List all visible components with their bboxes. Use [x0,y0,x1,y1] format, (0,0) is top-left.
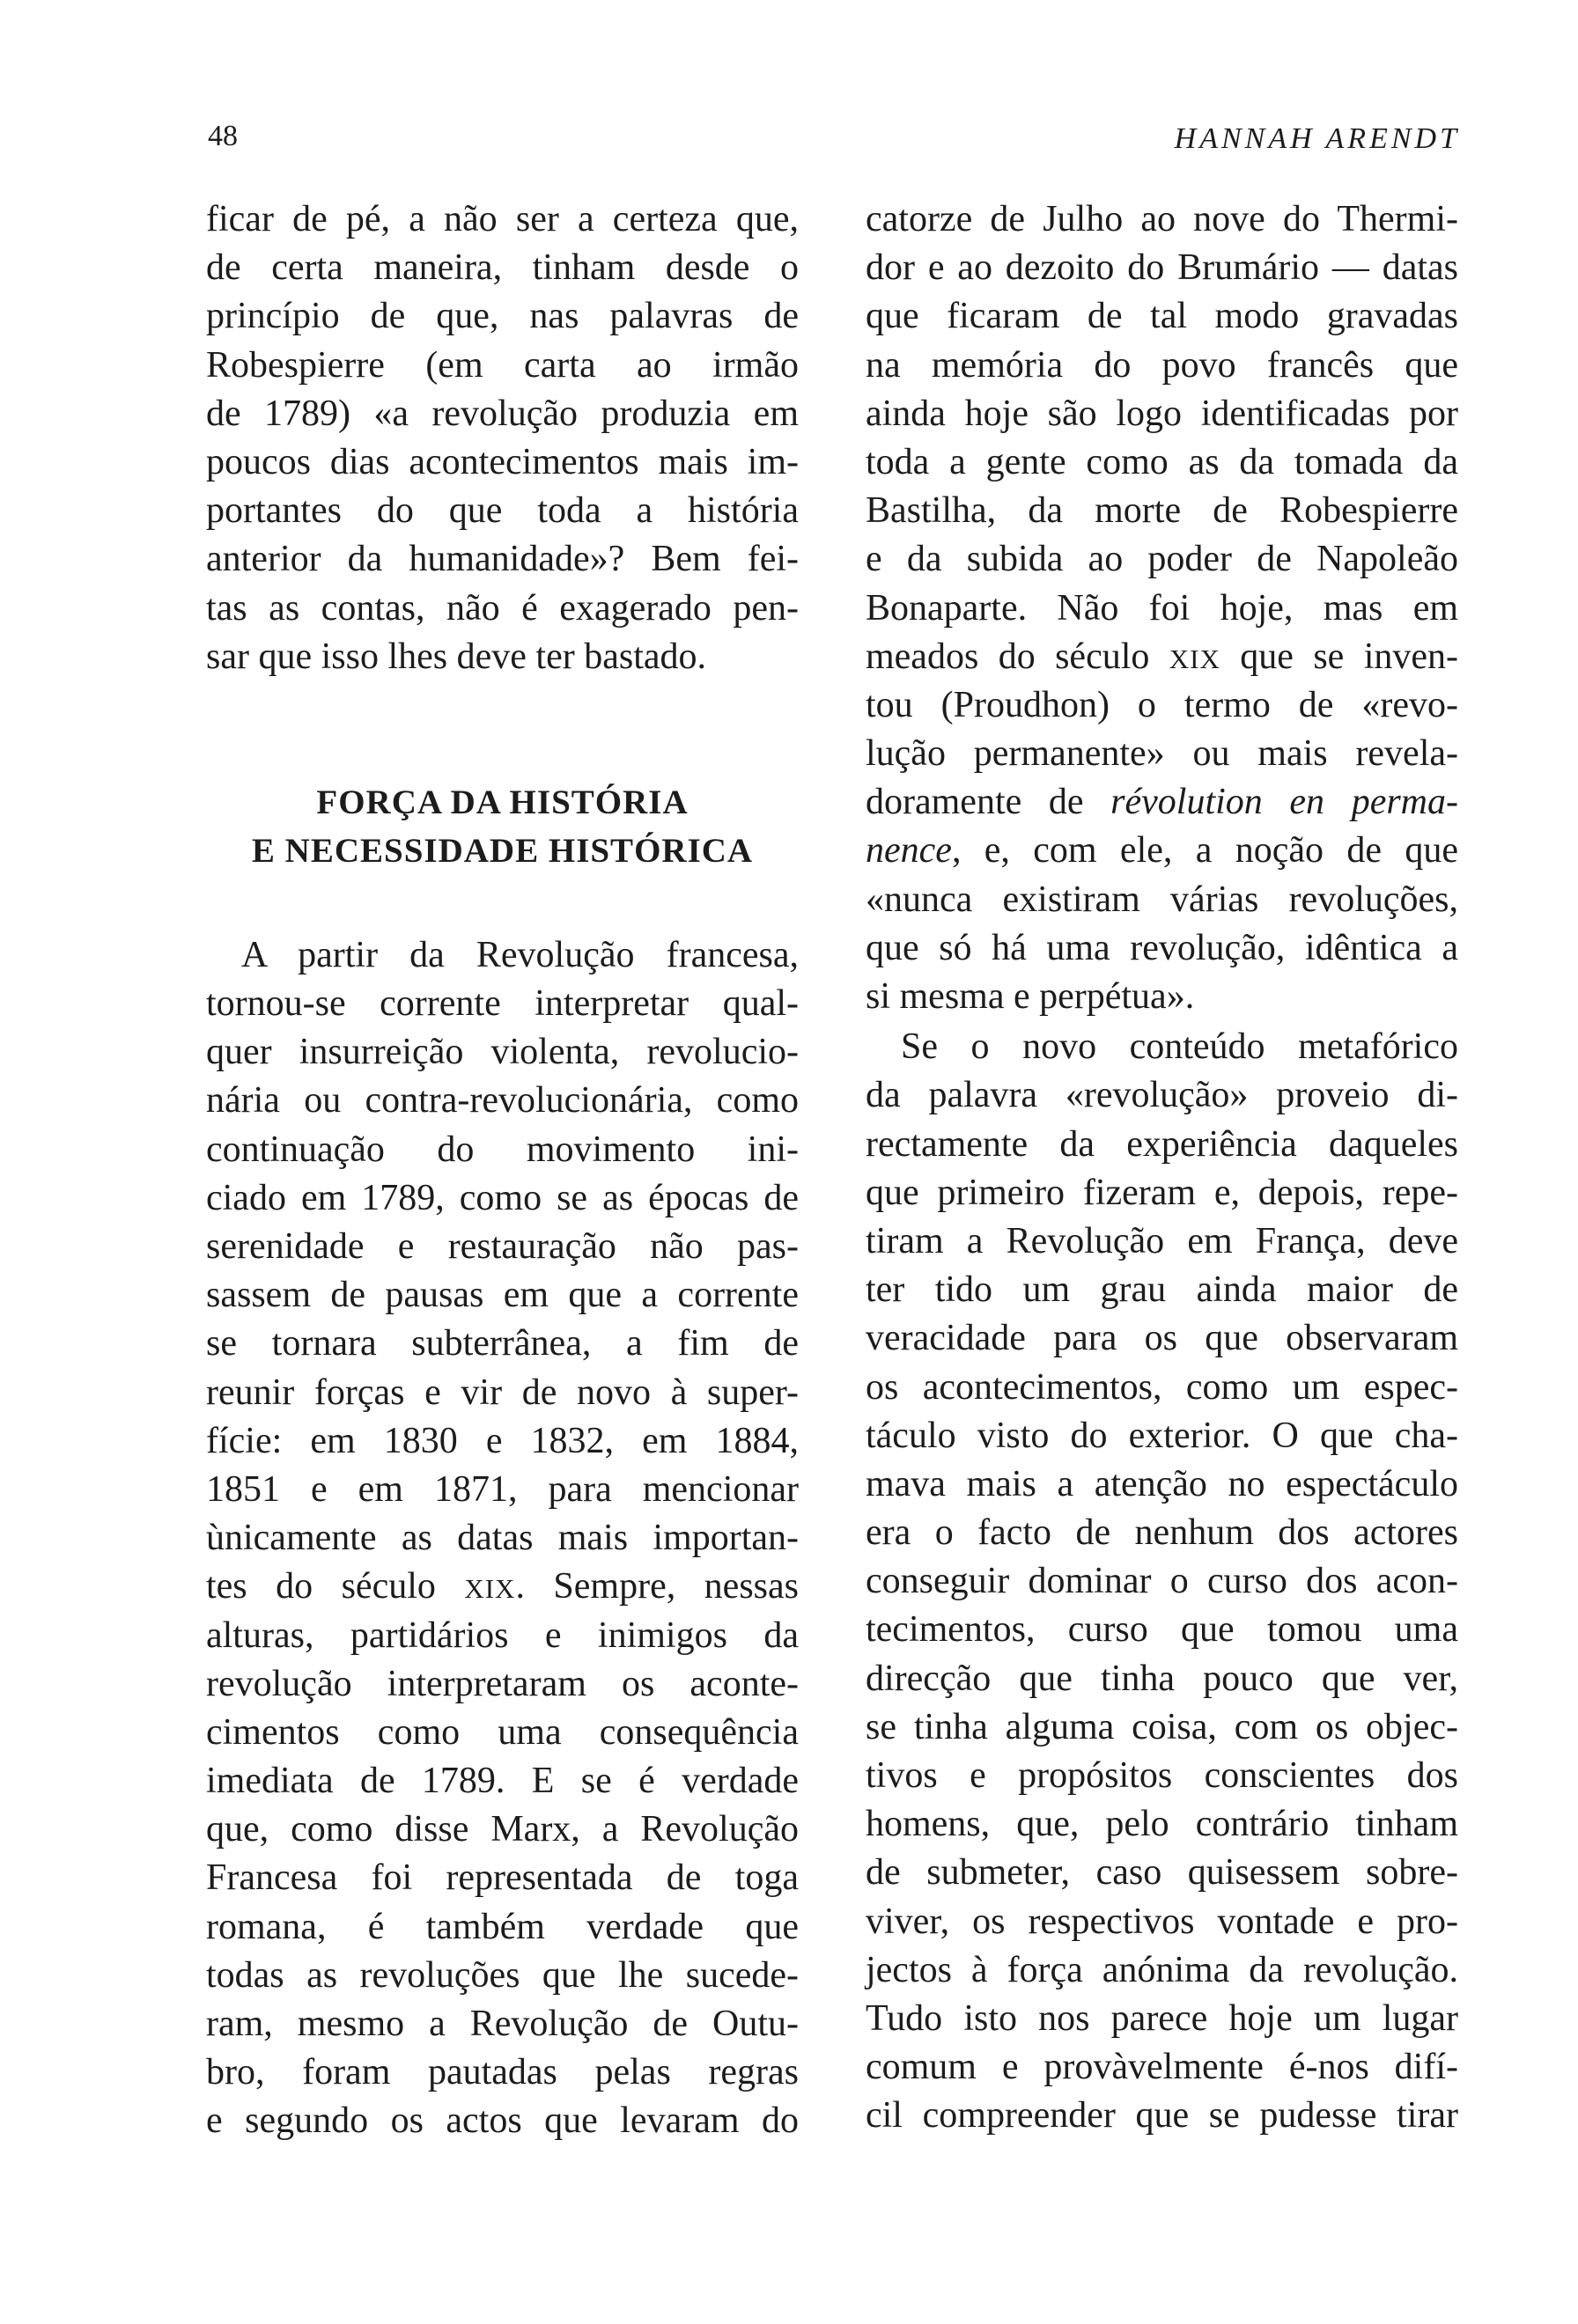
text-line: serenidade e restauração não pas- [206,1226,799,1267]
italic-phrase: révolution en perma- [1110,782,1458,823]
text-line: dor e ao dezoito do Brumário — datas [866,247,1458,289]
text-line: quer insurreição violenta, revolucio- [206,1032,799,1073]
text-line: que primeiro fizeram e, depois, repe- [866,1172,1458,1213]
text-line: bro, foram pautadas pelas regras [206,2052,799,2093]
text-line: da palavra «revolução» proveio di- [866,1075,1458,1116]
text-line [206,1563,799,1611]
text-line: se tinha alguma coisa, com os objec- [866,1706,1458,1747]
text-line: que só há uma revolução, idêntica a [866,927,1458,968]
text-run: tes do século [206,1566,465,1607]
text-line: táculo visto do exterior. O que cha- [866,1415,1458,1456]
text-line: comum e provàvelmente é-nos difí- [866,2047,1458,2088]
text-run: meados do século [866,636,1169,677]
text-line: cimentos como uma consequência [206,1711,799,1753]
text-line: revolução interpretaram os aconte- [206,1663,799,1704]
text-line: ùnicamente as datas mais importan- [206,1518,799,1559]
text-line: Bonaparte. Não foi hoje, mas em [866,587,1458,629]
text-line: que, como disse Marx, a Revolução [206,1809,799,1850]
text-run: , e, com ele, a noção de que [951,830,1458,872]
text-line: fície: em 1830 e 1832, em 1884, [206,1420,799,1461]
paragraph-continued [866,195,1458,1021]
text-line: ter tido um grau ainda maior de [866,1269,1458,1311]
text-line: romana, é também verdade que [206,1906,799,1947]
text-line: alturas, partidários e inimigos da [206,1614,799,1656]
text-line: tiram a Revolução em França, deve [866,1220,1458,1261]
running-header-title: HANNAH ARENDT [1174,122,1460,155]
text-line: Bastilha, da morte de Robespierre [866,490,1458,532]
paragraph [206,931,799,2146]
text-line: lução permanente» ou mais revela- [866,733,1458,775]
text-line: tornou-se corrente interpretar qual- [206,983,799,1025]
text-line: na memória do povo francês que [866,344,1458,386]
text-line: ficar de pé, a não ser a certeza que, [206,199,799,239]
section-heading-line: E NECESSIDADE HISTÓRICA [251,831,754,870]
text-line: direcção que tinha pouco que ver, [866,1658,1458,1699]
text-line: e segundo os actos que levaram do [206,2100,799,2142]
section-spacer [206,681,799,778]
paragraph [866,1023,1458,2140]
text-line: conseguir dominar o curso dos acon- [866,1561,1458,1602]
text-line: si mesma e perpétua». [866,976,1195,1017]
text-line: era o facto de nenhum dos actores [866,1512,1458,1554]
text-line: Tudo isto nos parece hoje um lugar [866,1997,1458,2039]
text-line: sassem de pausas em que a corrente [206,1275,799,1316]
left-column [206,195,799,2146]
section-spacer [206,875,799,931]
text-line: ainda hoje são logo identificadas por [866,393,1458,434]
text-line: imediata de 1789. E se é verdade [206,1761,799,1802]
page-number: 48 [208,120,238,152]
text-line: rectamente da experiência daqueles [866,1123,1458,1165]
text-run: . Sempre, nessas [515,1566,799,1607]
text-line: 1851 e em 1871, para mencionar [206,1468,799,1510]
text-line: catorze de Julho ao nove do Thermi- [866,199,1458,239]
text-line: que ficaram de tal modo gravadas [866,296,1458,337]
text-line: princípio de que, nas palavras de [206,296,799,337]
text-line: Francesa foi representada de toga [206,1857,799,1899]
paragraph-continued [206,195,799,681]
text-line: mava mais a atenção no espectáculo [866,1463,1458,1504]
italic-phrase: nence [866,830,952,872]
text-line: Se o novo conteúdo metafórico [901,1026,1458,1068]
text-line: A partir da Revolução francesa, [241,934,799,975]
text-run: que se inven- [1220,636,1458,677]
century-numeral: XIX [1169,643,1220,674]
text-line: e da subida ao poder de Napoleão [866,539,1458,580]
text-line: toda a gente como as da tomada da [866,441,1458,482]
text-line: de certa maneira, tinham desde o [206,247,799,289]
right-column [866,195,1458,2141]
text-line: Robespierre (em carta ao irmão [206,344,799,386]
text-line: poucos dias acontecimentos mais im- [206,441,799,482]
text-line: jectos à força anónima da revolução. [866,1949,1458,1990]
text-line: ram, mesmo a Revolução de Outu- [206,2004,799,2044]
text-line [866,778,1458,827]
text-line: tou (Proudhon) o termo de «revo- [866,684,1458,725]
text-line: tivos e propósitos conscientes dos [866,1755,1458,1796]
text-line: de submeter, caso quisessem sobre- [866,1852,1458,1894]
text-line: se tornara subterrânea, a fim de [206,1323,799,1364]
section-heading [206,778,799,875]
text-line: reunir forças e vir de novo à super- [206,1372,799,1413]
text-line: nária ou contra-revolucionária, como [206,1080,799,1122]
text-line: sar que isso lhes deve ter bastado. [206,636,707,677]
century-numeral: XIX [464,1573,516,1605]
text-line: de 1789) «a revolução produzia em [206,393,799,434]
text-line: viver, os respectivos vontade e pro- [866,1901,1458,1942]
text-line: continuação do movimento ini- [206,1129,799,1170]
text-line: cil compreender que se pudesse tirar [866,2095,1458,2136]
text-line: todas as revoluções que lhe sucede- [206,1954,799,1996]
text-line: ciado em 1789, como se as épocas de [206,1177,799,1218]
text-line: tecimentos, curso que tomou uma [866,1609,1458,1651]
text-line [866,633,1458,681]
text-run: doramente de [866,782,1111,823]
text-line [866,827,1458,875]
section-heading-line: FORÇA DA HISTÓRIA [316,783,689,821]
text-line: portantes do que toda a história [206,490,799,532]
text-line: «nunca existiram várias revoluções, [866,879,1458,920]
text-line: homens, que, pelo contrário tinham [866,1804,1458,1845]
text-line: anterior da humanidade»? Bem fei- [206,539,799,580]
text-line: tas as contas, não é exagerado pen- [206,587,799,629]
text-line: veracidade para os que observaram [866,1318,1458,1359]
text-line: os acontecimentos, como um espec- [866,1366,1458,1408]
